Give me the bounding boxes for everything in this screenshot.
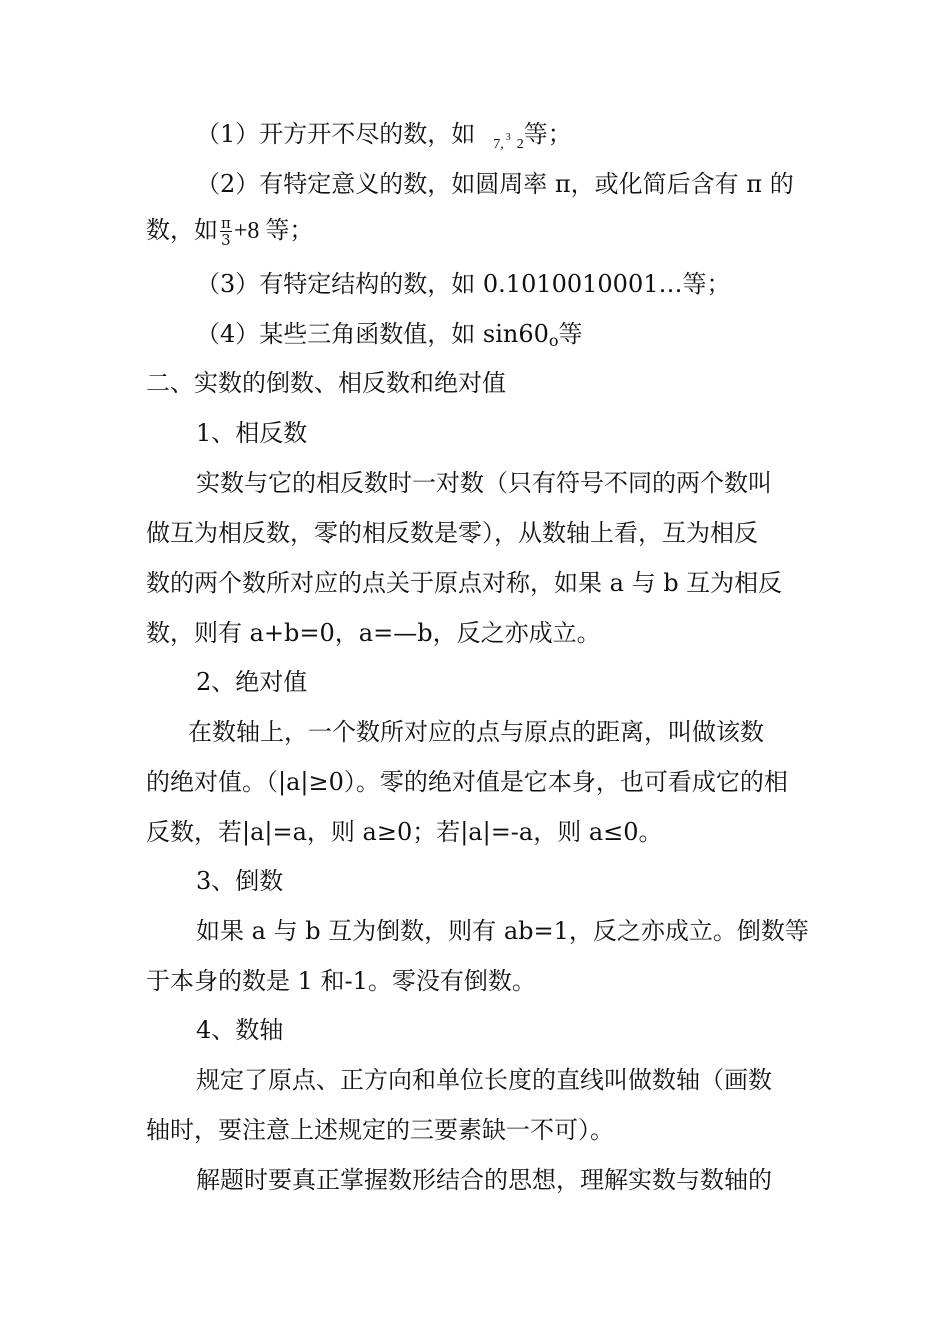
line-13: 在数轴上，一个数所对应的点与原点的距离，叫做该数 xyxy=(188,718,764,746)
line-3-end: +8 等； xyxy=(233,218,314,244)
line-3-text: 数，如 xyxy=(146,216,218,244)
line-17: 如果 a 与 b 互为倒数，则有 ab=1，反之亦成立。倒数等 xyxy=(196,917,809,945)
subheading-2: 2、绝对值 xyxy=(196,668,308,696)
line-18: 于本身的数是 1 和-1。零没有倒数。 xyxy=(146,967,536,995)
line-1-text: （1）开方开不尽的数，如 xyxy=(196,120,476,148)
line-2: （2）有特定意义的数，如圆周率 π，或化简后含有 π 的 xyxy=(196,170,794,198)
line-5-end: 等 xyxy=(558,320,583,348)
line-21: 轴时，要注意上述规定的三要素缺一不可）。 xyxy=(146,1116,614,1144)
line-22: 解题时要真正掌握数形结合的思想，理解实数与数轴的 xyxy=(196,1166,772,1194)
section-heading-2: 二、实数的倒数、相反数和绝对值 xyxy=(146,369,506,397)
line-9: 做互为相反数，零的相反数是零），从数轴上看，互为相反 xyxy=(146,519,758,547)
subheading-1: 1、相反数 xyxy=(196,419,308,447)
line-10: 数的两个数所对应的点关于原点对称，如果 a 与 b 互为相反 xyxy=(146,569,783,597)
line-3 xyxy=(146,214,313,248)
line-20: 规定了原点、正方向和单位长度的直线叫做数轴（画数 xyxy=(196,1066,772,1094)
line-5-text: （4）某些三角函数值，如 sin60 xyxy=(196,320,549,348)
line-14: 的绝对值。（|a|≥0）。零的绝对值是它本身，也可看成它的相 xyxy=(146,768,788,796)
cube-root-index: 3 xyxy=(505,132,511,143)
cube-root-2: 2 xyxy=(516,137,524,152)
line-11: 数，则有 a+b=0，a=—b，反之亦成立。 xyxy=(146,619,601,647)
degree-mark: o xyxy=(548,331,559,350)
fraction-pi-over-3 xyxy=(220,215,232,248)
line-4: （3）有特定结构的数，如 0.1010010001…等； xyxy=(196,270,731,298)
line-15: 反数，若|a|=a，则 a≥0；若|a|=-a，则 a≤0。 xyxy=(146,818,663,846)
fraction-denominator: 3 xyxy=(221,231,231,249)
sqrt-7: 7 xyxy=(493,137,501,152)
subheading-3: 3、倒数 xyxy=(196,867,284,895)
fraction-numerator: π xyxy=(221,214,231,232)
line-1-end: 等； xyxy=(523,120,572,148)
line-1 xyxy=(196,118,572,161)
line-8: 实数与它的相反数时一对数（只有符号不同的两个数叫 xyxy=(196,469,772,497)
line-5 xyxy=(196,318,583,357)
comma: , xyxy=(500,137,504,152)
subheading-4: 4、数轴 xyxy=(196,1016,284,1044)
